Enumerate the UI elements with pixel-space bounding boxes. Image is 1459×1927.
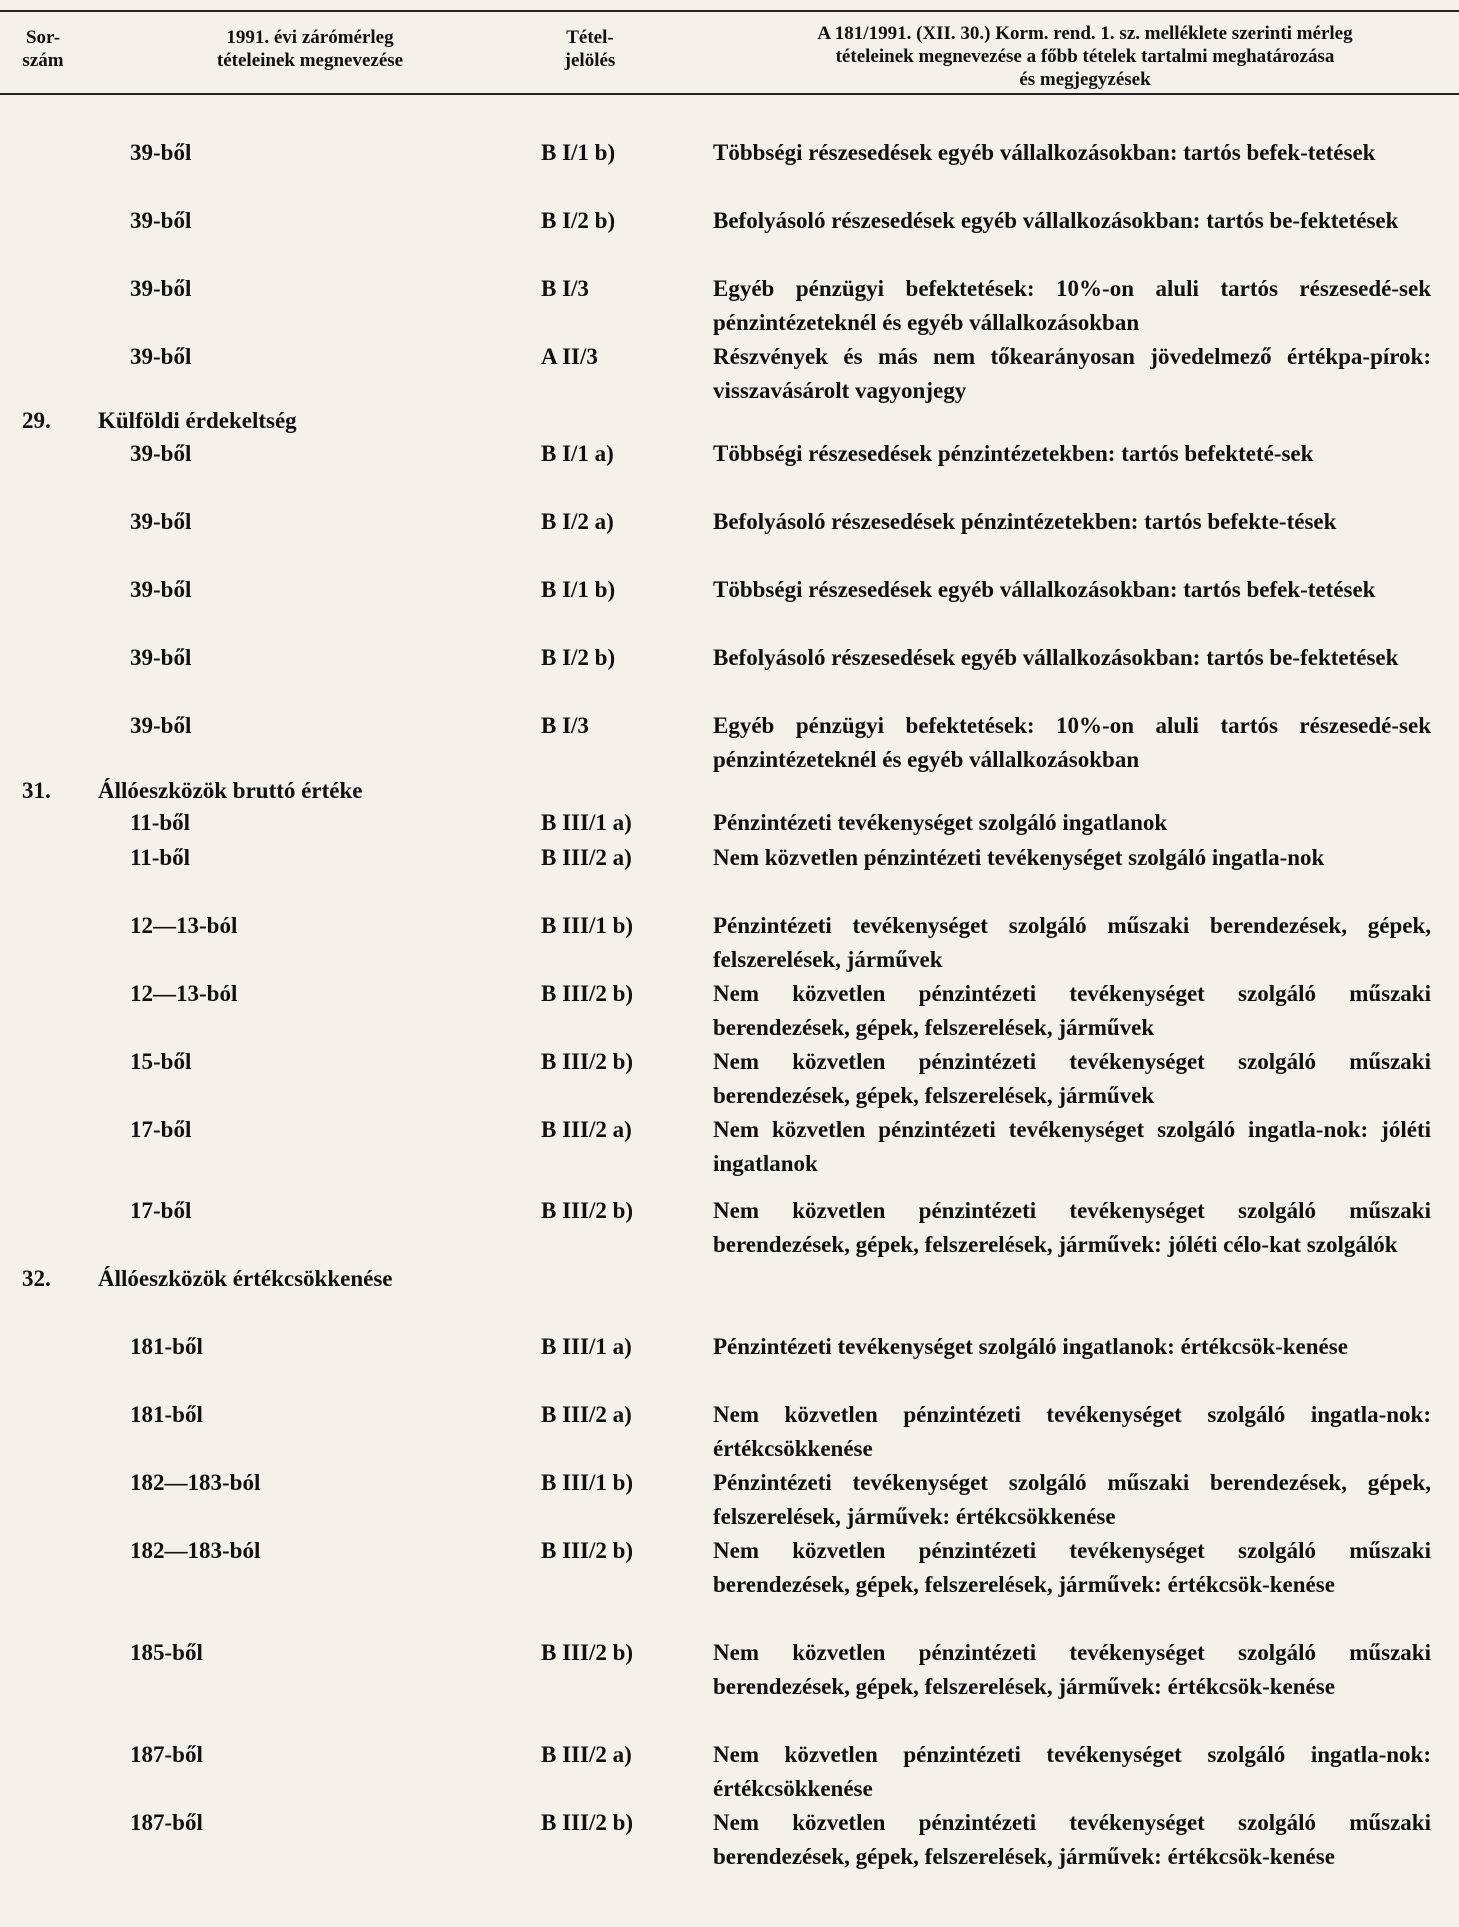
row-item-code: B III/2 b): [541, 1810, 634, 1835]
row-description: Egyéb pénzügyi befektetések: 10%-on aluli tartós részesedé-sek pénzintézeteknél és egyéb vállalkozásokban: [713, 713, 1431, 772]
row-description: Egyéb pénzügyi befektetések: 10%-on aluli tartós részesedé-sek pénzintézeteknél és egyéb vállalkozásokban: [713, 276, 1431, 335]
row-item-code: B I/1 a): [541, 441, 614, 466]
row-item-code: B I/2 a): [541, 509, 614, 534]
row-description: Nem közvetlen pénzintézeti tevékenységet szolgáló ingatla-nok: értékcsökkenése: [713, 1402, 1431, 1461]
row-description: Nem közvetlen pénzintézeti tevékenységet szolgáló ingatla-nok: jóléti ingatlanok: [713, 1117, 1431, 1176]
row-code: 39-ből: [130, 509, 192, 534]
row-description: Pénzintézeti tevékenységet szolgáló műszaki berendezések, gépek, felszerelések, járművek: értékcsökkenése: [713, 1470, 1431, 1529]
row-item-code: B I/2 b): [541, 645, 616, 670]
row-description: Nem közvetlen pénzintézeti tevékenységet szolgáló műszaki berendezések, gépek, felszerelések, járművek: [713, 1049, 1431, 1108]
section-number: 29.: [22, 408, 51, 433]
row-code: 12—13-ból: [130, 913, 238, 938]
row-item-code: B III/2 a): [541, 1117, 632, 1142]
row-code: 12—13-ból: [130, 981, 238, 1006]
row-item-code: B III/1 a): [541, 1334, 632, 1359]
section-title: Állóeszközök értékcsökkenése: [98, 1266, 393, 1291]
row-item-code: B III/2 b): [541, 981, 634, 1006]
section-title: Külföldi érdekeltség: [98, 408, 297, 433]
top-rule: [0, 10, 1459, 12]
row-description: Nem közvetlen pénzintézeti tevékenységet szolgáló ingatla-nok: [713, 845, 1325, 870]
row-code: 11-ből: [130, 810, 191, 835]
row-description: Részvények és más nem tőkearányosan jövedelmező értékpa-pírok: visszavásárolt vagyonjegy: [713, 344, 1431, 403]
row-item-code: B III/2 b): [541, 1198, 634, 1223]
row-item-code: B I/1 b): [541, 140, 616, 165]
row-code: 187-ből: [130, 1742, 203, 1767]
row-item-code: B III/2 b): [541, 1640, 634, 1665]
row-code: 39-ből: [130, 713, 192, 738]
row-description: Többségi részesedések egyéb vállalkozásokban: tartós befek-tetések: [713, 140, 1376, 165]
row-description: Befolyásoló részesedések pénzintézetekben: tartós befekte-tések: [713, 509, 1337, 534]
row-code: 17-ből: [130, 1117, 192, 1142]
row-description: Nem közvetlen pénzintézeti tevékenységet szolgáló műszaki berendezések, gépek, felszerelések, járművek: értékcsök-kenése: [713, 1538, 1431, 1597]
row-item-code: B III/2 a): [541, 1402, 632, 1427]
row-description: Nem közvetlen pénzintézeti tevékenységet szolgáló műszaki berendezések, gépek, felszerelések, járművek: értékcsök-kenése: [713, 1810, 1431, 1869]
row-item-code: B III/1 b): [541, 1470, 634, 1495]
row-item-code: B III/2 a): [541, 1742, 632, 1767]
row-code: 17-ből: [130, 1198, 192, 1223]
row-description: Nem közvetlen pénzintézeti tevékenységet szolgáló műszaki berendezések, gépek, felszerelések, járművek: értékcsök-kenése: [713, 1640, 1431, 1699]
row-item-code: B I/2 b): [541, 208, 616, 233]
row-description: Nem közvetlen pénzintézeti tevékenységet szolgáló ingatla-nok: értékcsökkenése: [713, 1742, 1431, 1801]
row-code: 11-ből: [130, 845, 191, 870]
row-code: 181-ből: [130, 1334, 203, 1359]
row-description: Befolyásoló részesedések egyéb vállalkozásokban: tartós be-fektetések: [713, 208, 1399, 233]
row-item-code: B III/1 a): [541, 810, 632, 835]
row-code: 39-ből: [130, 276, 192, 301]
row-description: Pénzintézeti tevékenységet szolgáló műszaki berendezések, gépek, felszerelések, járművek: [713, 913, 1431, 972]
row-description: Többségi részesedések egyéb vállalkozásokban: tartós befek-tetések: [713, 577, 1376, 602]
row-description: Befolyásoló részesedések egyéb vállalkozásokban: tartós be-fektetések: [713, 645, 1399, 670]
row-item-code: B III/2 b): [541, 1049, 634, 1074]
row-code: 181-ből: [130, 1402, 203, 1427]
row-item-code: B I/3: [541, 276, 589, 301]
row-code: 39-ből: [130, 140, 192, 165]
row-code: 39-ből: [130, 577, 192, 602]
row-item-code: B III/1 b): [541, 913, 634, 938]
row-code: 39-ből: [130, 344, 192, 369]
row-code: 187-ből: [130, 1810, 203, 1835]
row-description: Pénzintézeti tevékenységet szolgáló ingatlanok: értékcsök-kenése: [713, 1334, 1348, 1359]
header-zaromerleg: 1991. évi zárómérleg tételeinek megnevezése: [216, 27, 404, 71]
section-number: 32.: [22, 1266, 51, 1291]
row-code: 185-ből: [130, 1640, 203, 1665]
section-title: Állóeszközök bruttó értéke: [98, 778, 363, 803]
row-description: Nem közvetlen pénzintézeti tevékenységet szolgáló műszaki berendezések, gépek, felszerelések, járművek: jóléti célo-kat szolgálók: [713, 1198, 1431, 1257]
header-rule: [0, 93, 1459, 95]
header-sorszam: Sor- szám: [22, 27, 64, 71]
header-tetel-jeloles: Tétel- jelölés: [564, 27, 616, 71]
row-item-code: B I/3: [541, 713, 589, 738]
row-description: Pénzintézeti tevékenységet szolgáló ingatlanok: [713, 810, 1168, 835]
row-code: 39-ből: [130, 208, 192, 233]
row-code: 15-ből: [130, 1049, 192, 1074]
row-item-code: B I/1 b): [541, 577, 616, 602]
row-item-code: B III/2 b): [541, 1538, 634, 1563]
row-description: Többségi részesedések pénzintézetekben: tartós befekteté-sek: [713, 441, 1314, 466]
row-item-code: B III/2 a): [541, 845, 632, 870]
header-korm-rendelet: A 181/1991. (XII. 30.) Korm. rend. 1. sz. melléklete szerinti mérleg tételeinek megnevezése a főbb tételek tartalmi meghatározása és megjegyzések: [817, 23, 1353, 90]
row-code: 39-ből: [130, 441, 192, 466]
row-code: 182—183-ból: [130, 1538, 261, 1563]
row-code: 182—183-ból: [130, 1470, 261, 1495]
row-description: Nem közvetlen pénzintézeti tevékenységet szolgáló műszaki berendezések, gépek, felszerelések, járművek: [713, 981, 1431, 1040]
row-item-code: A II/3: [541, 344, 598, 369]
row-code: 39-ből: [130, 645, 192, 670]
section-number: 31.: [22, 778, 51, 803]
